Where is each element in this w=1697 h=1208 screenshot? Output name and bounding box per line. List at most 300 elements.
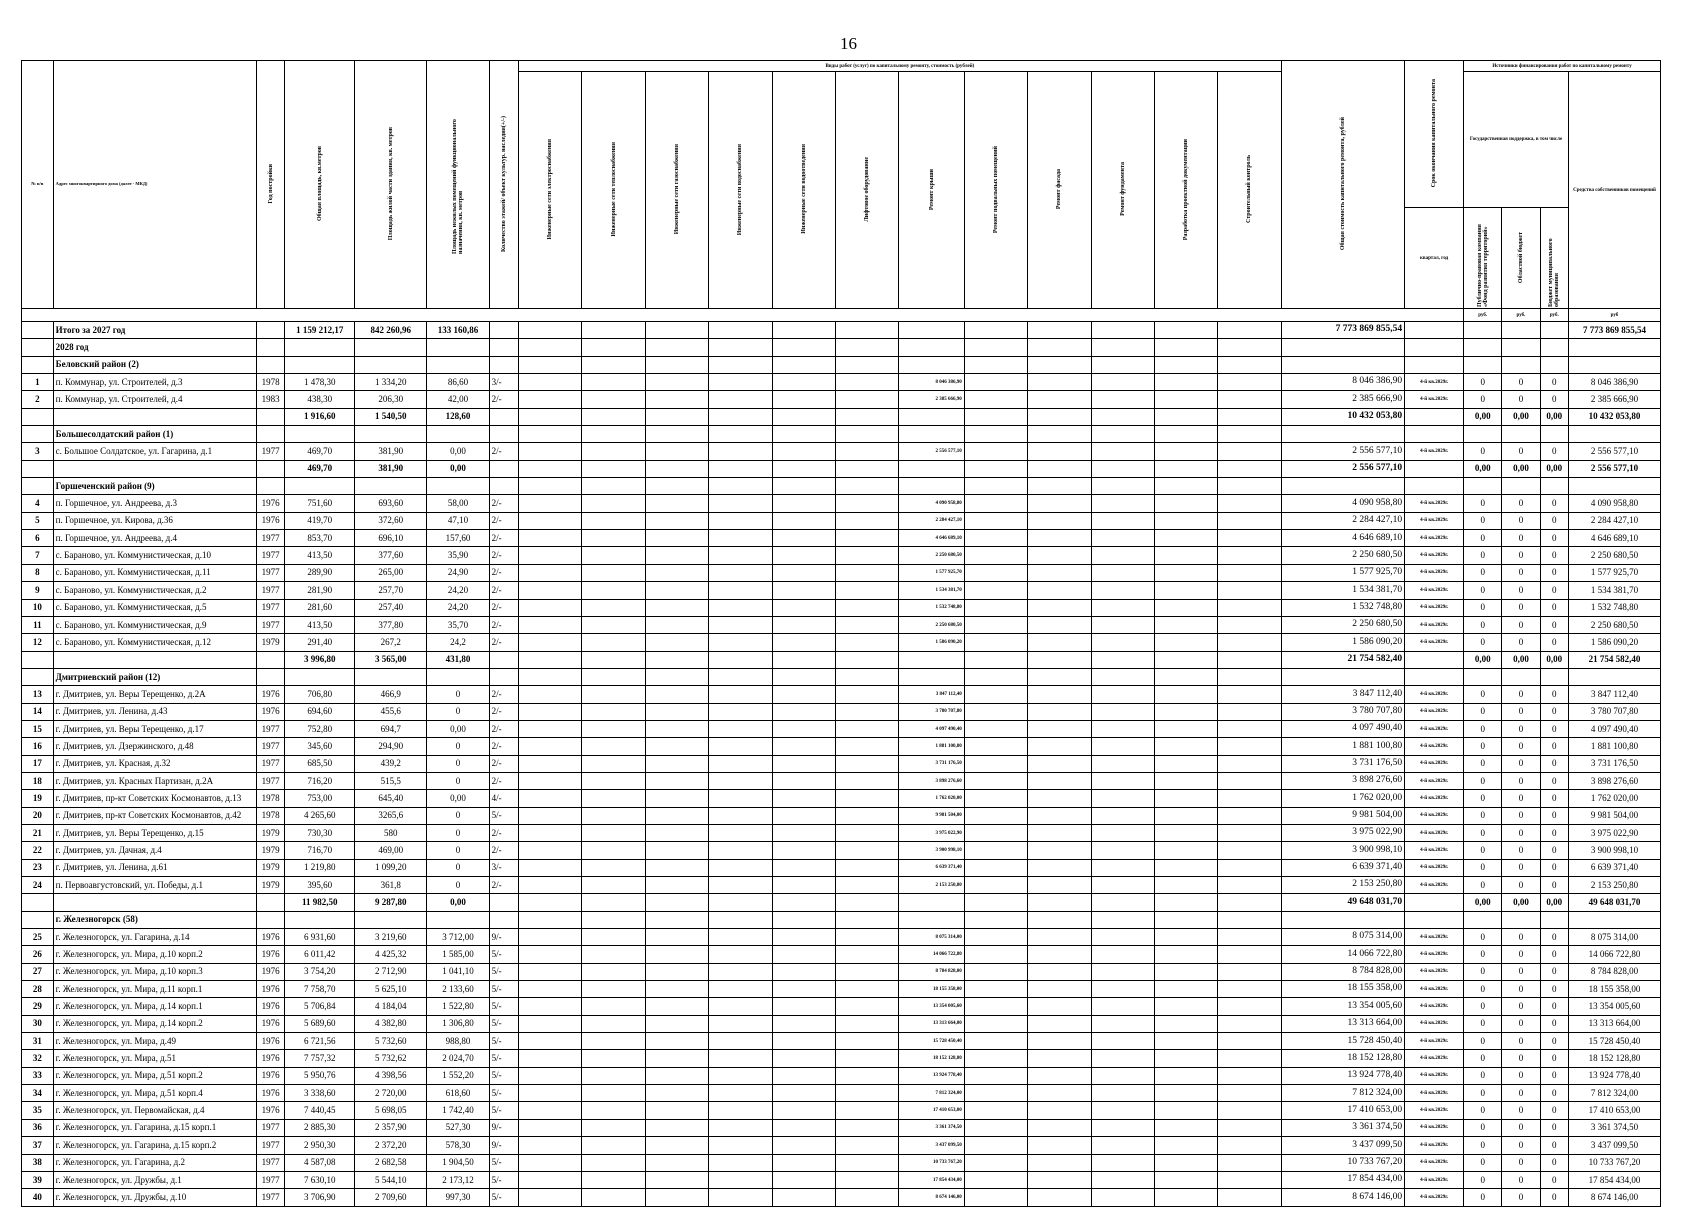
row-deadline: 4-й кв.2029г. [1405, 1102, 1464, 1119]
row-work-empty [772, 495, 835, 512]
row-work-empty [709, 807, 772, 824]
row-year: 1979 [256, 824, 284, 841]
row-total-cost: 1 532 748,80 [1281, 599, 1404, 616]
row-total-cost: 1 577 925,70 [1281, 564, 1404, 581]
row-deadline: 4-й кв.2029г. [1405, 859, 1464, 876]
row-work-empty [645, 443, 708, 460]
row-total-area: 716,70 [285, 842, 355, 859]
row-work-empty [835, 1067, 898, 1084]
row-src-fund: 0 [1464, 842, 1502, 859]
row-work-empty [1154, 512, 1217, 529]
row-year: 1976 [256, 981, 284, 998]
row-work-empty [772, 1189, 835, 1206]
row-work-empty [835, 720, 898, 737]
row-roof-cost: 4 646 689,10 [899, 530, 965, 547]
row-living-area: 2 709,60 [355, 1189, 427, 1206]
row-src-owners: 14 066 722,80 [1568, 946, 1660, 963]
row-work-empty [645, 616, 708, 633]
row-year: 1977 [256, 720, 284, 737]
row-nonres-area: 0 [427, 807, 489, 824]
row-total-area: 7 630,10 [285, 1171, 355, 1188]
total-nonres-area: 133 160,86 [427, 322, 489, 339]
row-work-empty [582, 842, 645, 859]
row-number: 36 [22, 1119, 54, 1136]
row-roof-cost: 13 354 005,60 [899, 998, 965, 1015]
row-work-empty [1091, 963, 1154, 980]
row-work-empty [1218, 859, 1281, 876]
row-living-area: 1 099,20 [355, 859, 427, 876]
row-work-empty [1091, 1033, 1154, 1050]
row-deadline: 4-й кв.2029г. [1405, 564, 1464, 581]
section-empty [582, 426, 645, 443]
section-empty [1154, 478, 1217, 495]
row-living-area: 2 720,00 [355, 1085, 427, 1102]
row-total-area: 5 689,60 [285, 1015, 355, 1032]
row-work-empty [964, 842, 1027, 859]
row-year: 1977 [256, 1189, 284, 1206]
row-living-area: 694,7 [355, 720, 427, 737]
section-empty [1154, 426, 1217, 443]
row-work-empty [1028, 1033, 1091, 1050]
row-src-fund: 0 [1464, 1119, 1502, 1136]
section-empty [645, 911, 708, 928]
table-row [22, 1102, 1661, 1119]
row-floors: 2/- [489, 530, 518, 547]
row-nonres-area: 618,60 [427, 1085, 489, 1102]
row-src-owners: 3 898 276,60 [1568, 772, 1660, 789]
row-work-empty [1154, 495, 1217, 512]
table-row [22, 929, 1661, 946]
row-total-cost: 7 812 324,00 [1281, 1085, 1404, 1102]
row-src-municipal: 0 [1540, 946, 1568, 963]
row-work-empty [645, 1137, 708, 1154]
row-floors: 2/- [489, 738, 518, 755]
row-work-empty [835, 582, 898, 599]
row-src-fund: 0 [1464, 1171, 1502, 1188]
section-empty [582, 356, 645, 373]
row-work-empty [964, 599, 1027, 616]
row-work-empty [835, 824, 898, 841]
row-work-empty [1218, 703, 1281, 720]
row-work-empty [772, 859, 835, 876]
row-living-area: 4 425,32 [355, 946, 427, 963]
total-empty [1154, 322, 1217, 339]
row-work-empty [772, 790, 835, 807]
row-work-empty [519, 790, 582, 807]
row-src-regional: 0 [1502, 1050, 1540, 1067]
row-floors: 9/- [489, 1137, 518, 1154]
row-src-fund: 0 [1464, 495, 1502, 512]
row-work-empty [582, 1137, 645, 1154]
row-roof-cost: 18 155 358,00 [899, 981, 965, 998]
row-work-empty [645, 824, 708, 841]
row-nonres-area: 157,60 [427, 530, 489, 547]
row-nonres-area: 1 522,80 [427, 998, 489, 1015]
header-work-sewage: Инженерные сети водоотведения [772, 72, 835, 309]
row-work-empty [519, 877, 582, 894]
row-total-area: 685,50 [285, 755, 355, 772]
row-src-fund: 0 [1464, 1050, 1502, 1067]
row-work-empty [835, 1137, 898, 1154]
row-year: 1977 [256, 599, 284, 616]
section-empty [1568, 339, 1660, 356]
table-row [22, 686, 1661, 703]
table-row [22, 599, 1661, 616]
row-src-municipal: 0 [1540, 772, 1568, 789]
row-work-empty [582, 1015, 645, 1032]
row-total-cost: 1 881 100,80 [1281, 738, 1404, 755]
row-work-empty [1218, 1050, 1281, 1067]
row-work-empty [1091, 1137, 1154, 1154]
row-src-fund: 0 [1464, 946, 1502, 963]
row-work-empty [519, 929, 582, 946]
row-deadline: 4-й кв.2029г. [1405, 1119, 1464, 1136]
row-work-empty [1218, 1119, 1281, 1136]
row-work-empty [835, 599, 898, 616]
row-src-municipal: 0 [1540, 599, 1568, 616]
row-year: 1976 [256, 963, 284, 980]
row-address: п. Горшечное, ул. Андреева, д.3 [53, 495, 256, 512]
row-floors: 5/- [489, 1015, 518, 1032]
header-src-fund: Публично-правовая компания «Фонд развития территорий» [1464, 208, 1502, 309]
row-work-empty [709, 1189, 772, 1206]
subtotal-empty [772, 460, 835, 477]
row-work-empty [519, 981, 582, 998]
row-total-area: 7 757,32 [285, 1050, 355, 1067]
row-src-owners: 8 075 314,00 [1568, 929, 1660, 946]
subtotal-empty [1218, 894, 1281, 911]
total-empty [1028, 322, 1091, 339]
subtotal-empty [964, 408, 1027, 425]
section-empty [1091, 911, 1154, 928]
row-work-empty [582, 530, 645, 547]
row-work-empty [519, 1154, 582, 1171]
row-work-empty [519, 842, 582, 859]
row-year: 1977 [256, 564, 284, 581]
row-work-empty [1154, 1137, 1217, 1154]
row-floors: 9/- [489, 929, 518, 946]
row-number: 25 [22, 929, 54, 946]
subtotal-empty [899, 894, 965, 911]
section-empty [427, 478, 489, 495]
row-work-empty [1218, 772, 1281, 789]
row-nonres-area: 35,90 [427, 547, 489, 564]
row-work-empty [519, 1189, 582, 1206]
row-nonres-area: 1 306,80 [427, 1015, 489, 1032]
row-work-empty [772, 929, 835, 946]
row-living-area: 2 357,90 [355, 1119, 427, 1136]
subtotal-nonres-area: 431,80 [427, 651, 489, 668]
row-work-empty [1218, 1137, 1281, 1154]
row-year: 1978 [256, 807, 284, 824]
section-empty [519, 356, 582, 373]
row-total-area: 2 950,30 [285, 1137, 355, 1154]
subtotal-empty [1091, 894, 1154, 911]
row-src-regional: 0 [1502, 824, 1540, 841]
row-floors: 2/- [489, 443, 518, 460]
row-living-area: 1 334,20 [355, 374, 427, 391]
section-empty [489, 426, 518, 443]
subtotal-empty [582, 894, 645, 911]
subtotal-nonres-area: 128,60 [427, 408, 489, 425]
section-empty [835, 356, 898, 373]
district-label: Беловский район (2) [53, 356, 256, 373]
row-src-regional: 0 [1502, 391, 1540, 408]
row-work-empty [1028, 391, 1091, 408]
section-empty [772, 478, 835, 495]
section-empty [355, 426, 427, 443]
row-work-empty [645, 790, 708, 807]
row-work-empty [709, 842, 772, 859]
row-year: 1979 [256, 842, 284, 859]
row-total-area: 281,60 [285, 599, 355, 616]
row-work-empty [964, 391, 1027, 408]
section-empty [1028, 356, 1091, 373]
row-total-area: 419,70 [285, 512, 355, 529]
section-empty [1028, 668, 1091, 685]
row-total-area: 7 758,70 [285, 981, 355, 998]
table-row [22, 1033, 1661, 1050]
row-floors: 4/- [489, 790, 518, 807]
row-work-empty [1028, 582, 1091, 599]
row-total-cost: 17 410 653,00 [1281, 1102, 1404, 1119]
row-work-empty [519, 530, 582, 547]
row-work-empty [519, 616, 582, 633]
row-src-owners: 3 975 022,90 [1568, 824, 1660, 841]
row-work-empty [1218, 1085, 1281, 1102]
row-work-empty [709, 547, 772, 564]
table-row [22, 703, 1661, 720]
row-work-empty [582, 755, 645, 772]
row-work-empty [1154, 530, 1217, 547]
row-work-empty [582, 929, 645, 946]
subtotal-empty [256, 894, 284, 911]
row-src-owners: 13 313 664,00 [1568, 1015, 1660, 1032]
row-work-empty [519, 772, 582, 789]
row-src-fund: 0 [1464, 755, 1502, 772]
row-work-empty [1091, 547, 1154, 564]
unit-municipal: руб. [1540, 309, 1568, 322]
row-living-area: 515,5 [355, 772, 427, 789]
section-empty [1218, 356, 1281, 373]
row-work-empty [582, 824, 645, 841]
row-work-empty [582, 703, 645, 720]
row-nonres-area: 997,30 [427, 1189, 489, 1206]
row-address: г. Дмитриев, пр-кт Советских Космонавтов, д.13 [53, 790, 256, 807]
row-total-cost: 8 046 386,90 [1281, 374, 1404, 391]
row-src-owners: 2 250 680,50 [1568, 547, 1660, 564]
row-work-empty [1028, 1050, 1091, 1067]
section-empty [355, 356, 427, 373]
row-living-area: 439,2 [355, 755, 427, 772]
section-empty [1405, 339, 1464, 356]
row-number: 4 [22, 495, 54, 512]
row-src-municipal: 0 [1540, 582, 1568, 599]
subtotal-empty [645, 408, 708, 425]
row-living-area: 4 184,04 [355, 998, 427, 1015]
section-empty [1540, 356, 1568, 373]
header-sources-group: Источники финансирования работ по капитальному ремонту [1464, 61, 1661, 72]
row-work-empty [645, 1171, 708, 1188]
subtotal-empty [582, 460, 645, 477]
row-work-empty [709, 616, 772, 633]
row-work-empty [772, 981, 835, 998]
row-work-empty [709, 998, 772, 1015]
row-total-area: 853,70 [285, 530, 355, 547]
row-work-empty [964, 512, 1027, 529]
row-total-area: 413,50 [285, 547, 355, 564]
section-empty [899, 426, 965, 443]
row-work-empty [1154, 443, 1217, 460]
section-empty [899, 911, 965, 928]
section-empty [519, 911, 582, 928]
row-deadline: 4-й кв.2029г. [1405, 1189, 1464, 1206]
row-work-empty [835, 1154, 898, 1171]
row-nonres-area: 1 585,00 [427, 946, 489, 963]
row-src-owners: 6 639 371,40 [1568, 859, 1660, 876]
row-total-area: 438,30 [285, 391, 355, 408]
subtotal-src-regional: 0,00 [1502, 651, 1540, 668]
unit-owners: руб [1568, 309, 1660, 322]
section-empty [1091, 426, 1154, 443]
subtotal-empty [1218, 408, 1281, 425]
subtotal-empty [645, 460, 708, 477]
subtotal-empty [899, 460, 965, 477]
row-src-fund: 0 [1464, 1015, 1502, 1032]
row-number: 9 [22, 582, 54, 599]
row-work-empty [1154, 824, 1217, 841]
header-work-heat: Инженерные сети теплоснабжения [582, 72, 645, 309]
row-year: 1976 [256, 1050, 284, 1067]
row-work-empty [1154, 859, 1217, 876]
row-src-regional: 0 [1502, 547, 1540, 564]
row-work-empty [645, 599, 708, 616]
row-work-empty [519, 512, 582, 529]
row-src-municipal: 0 [1540, 877, 1568, 894]
row-src-municipal: 0 [1540, 495, 1568, 512]
row-work-empty [645, 495, 708, 512]
section-empty [1464, 911, 1502, 928]
row-work-empty [1218, 755, 1281, 772]
row-src-owners: 3 780 707,80 [1568, 703, 1660, 720]
row-work-empty [1154, 1189, 1217, 1206]
row-number: 23 [22, 859, 54, 876]
row-work-empty [1028, 842, 1091, 859]
row-work-empty [964, 443, 1027, 460]
row-src-municipal: 0 [1540, 929, 1568, 946]
row-src-owners: 4 646 689,10 [1568, 530, 1660, 547]
row-deadline: 4-й кв.2029г. [1405, 946, 1464, 963]
row-work-empty [1218, 1067, 1281, 1084]
row-src-municipal: 0 [1540, 998, 1568, 1015]
row-year: 1977 [256, 443, 284, 460]
row-work-empty [582, 1154, 645, 1171]
row-number: 32 [22, 1050, 54, 1067]
table-row [22, 877, 1661, 894]
row-address: п. Коммунар, ул. Строителей, д.4 [53, 391, 256, 408]
section-empty [355, 668, 427, 685]
row-living-area: 696,10 [355, 530, 427, 547]
row-work-empty [709, 963, 772, 980]
row-work-empty [1028, 790, 1091, 807]
row-living-area: 455,6 [355, 703, 427, 720]
row-work-empty [964, 1067, 1027, 1084]
row-floors: 9/- [489, 1119, 518, 1136]
row-number: 37 [22, 1137, 54, 1154]
row-roof-cost: 15 728 450,40 [899, 1033, 965, 1050]
section-empty [489, 356, 518, 373]
row-address: г. Дмитриев, ул. Дачная, д.4 [53, 842, 256, 859]
row-src-fund: 0 [1464, 772, 1502, 789]
row-living-area: 693,60 [355, 495, 427, 512]
row-work-empty [835, 738, 898, 755]
row-deadline: 4-й кв.2029г. [1405, 877, 1464, 894]
row-living-area: 206,30 [355, 391, 427, 408]
row-work-empty [772, 720, 835, 737]
row-src-municipal: 0 [1540, 634, 1568, 651]
row-deadline: 4-й кв.2029г. [1405, 703, 1464, 720]
row-work-empty [964, 998, 1027, 1015]
row-year: 1976 [256, 1102, 284, 1119]
row-number: 19 [22, 790, 54, 807]
subtotal-empty [964, 651, 1027, 668]
subtotal-src-owners: 21 754 582,40 [1568, 651, 1660, 668]
row-number: 27 [22, 963, 54, 980]
row-work-empty [582, 1050, 645, 1067]
row-work-empty [582, 495, 645, 512]
row-year: 1976 [256, 929, 284, 946]
subtotal-empty [489, 894, 518, 911]
row-work-empty [1154, 1067, 1217, 1084]
row-work-empty [1218, 720, 1281, 737]
subtotal-total-area: 469,70 [285, 460, 355, 477]
row-work-empty [835, 998, 898, 1015]
row-nonres-area: 86,60 [427, 374, 489, 391]
row-work-empty [1218, 547, 1281, 564]
subtotal-total-cost: 2 556 577,10 [1281, 460, 1404, 477]
row-work-empty [645, 634, 708, 651]
row-work-empty [645, 738, 708, 755]
section-empty [1502, 478, 1540, 495]
total-total-cost: 7 773 869 855,54 [1281, 322, 1404, 339]
year-header-row [22, 339, 1661, 356]
row-floors: 2/- [489, 824, 518, 841]
section-empty [964, 478, 1027, 495]
row-roof-cost: 3 731 176,50 [899, 755, 965, 772]
row-work-empty [772, 963, 835, 980]
row-src-owners: 1 762 020,00 [1568, 790, 1660, 807]
row-work-empty [645, 1033, 708, 1050]
row-total-cost: 2 284 427,10 [1281, 512, 1404, 529]
row-work-empty [1091, 599, 1154, 616]
row-work-empty [964, 1015, 1027, 1032]
row-work-empty [1028, 1067, 1091, 1084]
row-src-regional: 0 [1502, 790, 1540, 807]
row-number: 21 [22, 824, 54, 841]
section-empty [835, 478, 898, 495]
row-src-regional: 0 [1502, 599, 1540, 616]
row-year: 1983 [256, 391, 284, 408]
row-roof-cost: 3 900 998,10 [899, 842, 965, 859]
table-row [22, 1137, 1661, 1154]
row-work-empty [1028, 720, 1091, 737]
total-empty [489, 322, 518, 339]
subtotal-empty [772, 894, 835, 911]
row-src-municipal: 0 [1540, 512, 1568, 529]
row-year: 1977 [256, 738, 284, 755]
row-src-owners: 1 532 748,80 [1568, 599, 1660, 616]
row-work-empty [772, 374, 835, 391]
